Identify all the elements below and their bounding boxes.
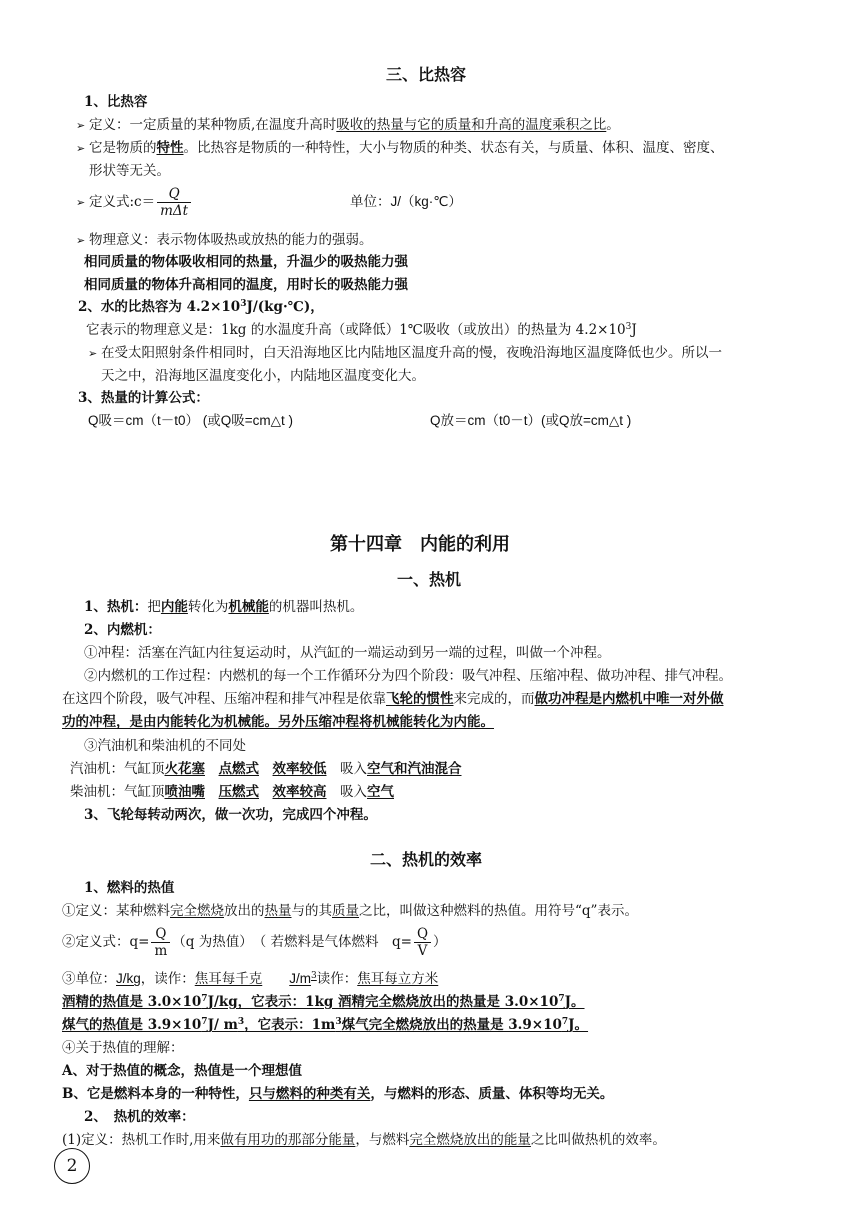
heading-water-specific-heat: 2、水的比热容为 $4.2\times 10^3J/(kg\cdot℃)$，	[78, 299, 324, 315]
understanding-heading: ④关于热值的理解：	[62, 1040, 184, 1056]
sea-inland-line: ➢ 在受太阳照射条件相同时，白天沿海地区比内陆地区温度升高的慢，夜晚沿海地区温度降低也少。所以一	[88, 345, 722, 361]
bullet-arrow-icon: ➢	[76, 196, 86, 209]
cycle-line-2: 在这四个阶段，吸气冲程、压缩冲程和排气冲程是依靠飞轮的惯性来完成的，而做功冲程是内燃机中唯一对外做	[62, 691, 724, 707]
bullet-arrow-icon: ➢	[76, 142, 86, 155]
section-title-heat-engine: 一、热机	[397, 570, 462, 589]
bold-statement-1: 相同质量的物体吸收相同的热量，升温少的吸热能力强	[84, 254, 408, 270]
stroke-definition: ①冲程：活塞在汽缸内往复运动时，从汽缸的一端运动到另一端的过程，叫做一个冲程。	[84, 645, 611, 661]
flywheel-statement: 3、飞轮每转动两次，做一次功，完成四个冲程。	[84, 807, 377, 823]
sea-inland-line-cont: 天之中，沿海地区温度变化小，内陆地区温度变化大。	[101, 368, 425, 384]
gasoline-engine-line: 汽油机：气缸顶火花塞 点燃式 效率较低 吸入空气和汽油混合	[70, 761, 462, 777]
chapter-title: 第十四章 内能的利用	[330, 534, 510, 555]
formula-line: ➢ 定义式:c＝ $\frac{Q}{\text{mΔt}}$	[76, 184, 193, 221]
heat-absorb-formula: Q吸＝cm（t－t0） (或Q吸=cm△t )	[88, 413, 294, 428]
bullet-arrow-icon: ➢	[76, 119, 86, 132]
cycle-line-3: 功的冲程，是由内能转化为机械能。另外压缩冲程将机械能转化为内能。	[62, 714, 494, 730]
bullet-arrow-icon: ➢	[88, 347, 98, 360]
heat-release-formula: Q放＝cm（t0－t）(或Q放=cm△t )	[430, 413, 632, 428]
heading-specific-heat: 1、比热容	[84, 94, 148, 110]
definition-line: ➢ 定义：一定质量的某种物质,在温度升高时吸收的热量与它的质量和升高的温度乘积之比。	[76, 117, 620, 133]
heading-ic-engine: 2、内燃机：	[84, 622, 161, 638]
understanding-a: A、对于热值的概念，热值是一个理想值	[62, 1063, 302, 1079]
alcohol-heat-value: 酒精的热值是 $3.0\times 10^7J/kg$，它表示：1kg 酒精完全燃烧放出的热量是 $3.0\times 10^7J$。	[62, 994, 585, 1010]
section-title-efficiency: 二、热机的效率	[370, 850, 483, 869]
gas-fuel-formula-fraction: $\frac{Q}{V}$	[414, 926, 431, 959]
unit-text: 单位：J/（kg·℃）	[350, 194, 462, 209]
cycle-line-1: ②内燃机的工作过程：内燃机的每一个工作循环分为四个阶段：吸气冲程、压缩冲程、做功冲程、排气冲程。	[84, 668, 732, 684]
efficiency-definition: (1)定义：热机工作时,用来做有用功的那部分能量，与燃料完全燃烧放出的能量之比叫做热机的效率。	[62, 1132, 666, 1148]
fuel-formula-line: ②定义式：q= $\frac{Q}{m}$ （q 为热值） （ 若燃料是气体燃料 q= $\frac{Q}{V}$ ）	[62, 926, 447, 959]
fuel-formula-fraction: $\frac{Q}{m}$	[151, 926, 170, 959]
water-meaning: 它表示的物理意义是：1kg 的水温度升高（或降低）1℃吸收（或放出）的热量为 $4.2\times 10^3J$	[86, 322, 637, 338]
formula-fraction: $\frac{Q}{\text{mΔt}}$	[157, 186, 191, 219]
property-line: ➢ 它是物质的特性。比热容是物质的一种特性，大小与物质的种类、状态有关，与质量、体积、温度、密度、	[76, 140, 724, 156]
heading-fuel-heat-value: 1、燃料的热值	[84, 880, 175, 896]
heading-heat-formula: 3、热量的计算公式：	[78, 390, 209, 406]
understanding-b: B、它是燃料本身的一种特性，只与燃料的种类有关，与燃料的形态、质量、体积等均无关。	[62, 1086, 614, 1102]
heat-engine-definition: 1、热机：把内能转化为机械能的机器叫热机。	[84, 599, 364, 615]
coal-gas-heat-value: 煤气的热值是 $3.9\times 10^7J/$ $m^3$，它表示：$1m^3$煤气完全燃烧放出的热量是 $3.9\times 10^7J$。	[62, 1017, 589, 1033]
bold-statement-2: 相同质量的物体升高相同的温度，用时长的吸热能力强	[84, 277, 408, 293]
engine-difference-heading: ③汽油机和柴油机的不同处	[84, 738, 246, 754]
meaning-line: ➢ 物理意义：表示物体吸热或放热的能力的强弱。	[76, 232, 373, 248]
fuel-unit-line: ③单位：J/kg，读作：焦耳每千克 $J/m^3$读作：焦耳每立方米	[62, 971, 439, 987]
property-line-cont: 形状等无关。	[89, 163, 170, 179]
bullet-arrow-icon: ➢	[76, 234, 86, 247]
page-number: 2	[54, 1148, 90, 1184]
fuel-definition: ①定义：某种燃料完全燃烧放出的热量与的其质量之比，叫做这种燃料的热值。用符号“q”表示。	[62, 903, 638, 919]
section-title-specific-heat: 三、比热容	[386, 65, 467, 84]
heading-engine-efficiency: 2、 热机的效率：	[84, 1109, 195, 1125]
diesel-engine-line: 柴油机：气缸顶喷油嘴 压燃式 效率较高 吸入空气	[70, 784, 394, 800]
